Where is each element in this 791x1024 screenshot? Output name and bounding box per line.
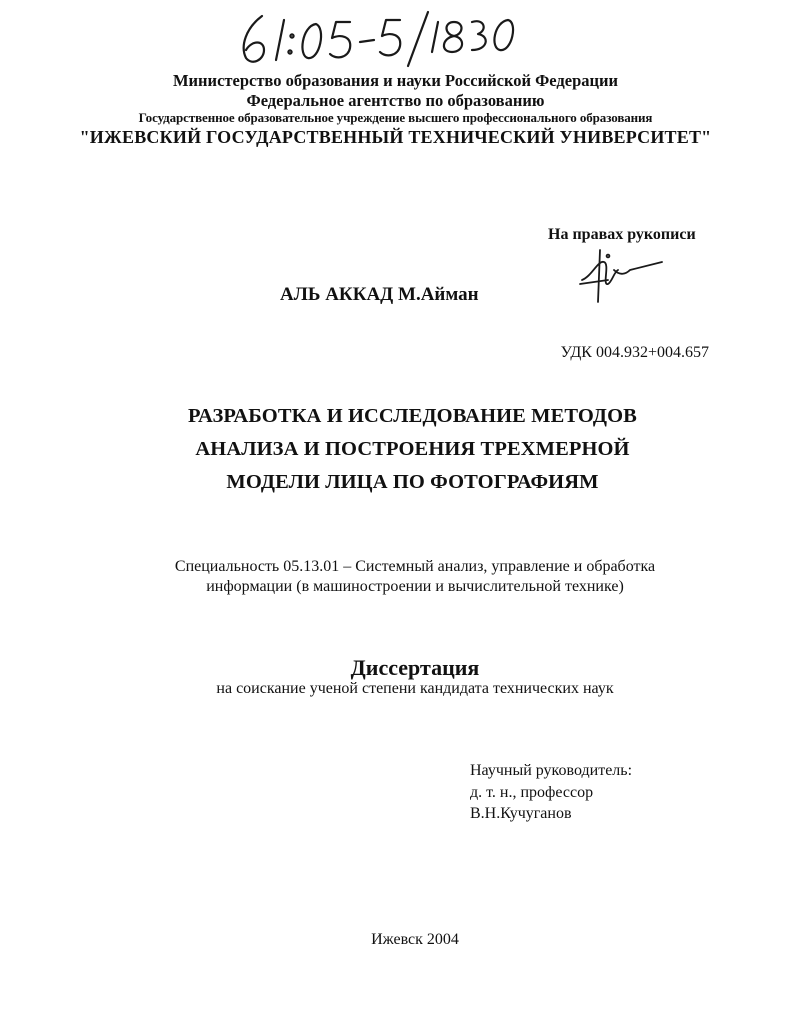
advisor-block [470, 760, 632, 825]
signature-handwriting [578, 246, 668, 306]
specialty-line-1: Специальность 05.13.01 – Системный анализ, управление и обработка [174, 558, 656, 575]
udc-code: УДК 004.932+004.657 [560, 344, 709, 361]
handwritten-archive-code [232, 8, 532, 70]
thesis-title-line-3: МОДЕЛИ ЛИЦА ПО ФОТОГРАФИЯМ [226, 471, 599, 493]
agency-name: Федеральное агентство по образованию [246, 91, 545, 110]
thesis-title-line-2: АНАЛИЗА И ПОСТРОЕНИЯ ТРЕХМЕРНОЙ [195, 438, 630, 460]
university-name: "ИЖЕВСКИЙ ГОСУДАРСТВЕННЫЙ ТЕХНИЧЕСКИЙ УНИВЕРСИТЕТ" [79, 127, 712, 147]
institution-type: Государственное образовательное учреждение высшего профессионального образования [138, 110, 653, 125]
archive-code-handwriting [232, 8, 532, 70]
ministry-name: Министерство образования и науки Российской Федерации [172, 71, 619, 90]
thesis-title-line-1: РАЗРАБОТКА И ИССЛЕДОВАНИЕ МЕТОДОВ [188, 405, 637, 427]
specialty-line-2: информации (в машиностроении и вычислительной технике) [206, 578, 624, 595]
city-year: Ижевск 2004 [371, 931, 459, 948]
advisor-name: В.Н.Кучуганов [470, 805, 572, 822]
degree-description: на соискание ученой степени кандидата технических наук [216, 680, 614, 697]
advisor-title: д. т. н., профессор [470, 783, 594, 801]
author-name: АЛЬ АККАД М.Айман [280, 284, 479, 305]
manuscript-rights-label: На правах рукописи [548, 226, 696, 243]
author-signature [578, 246, 668, 306]
thesis-heading: Диссертация [350, 655, 480, 680]
advisor-label: Научный руководитель: [470, 762, 633, 779]
